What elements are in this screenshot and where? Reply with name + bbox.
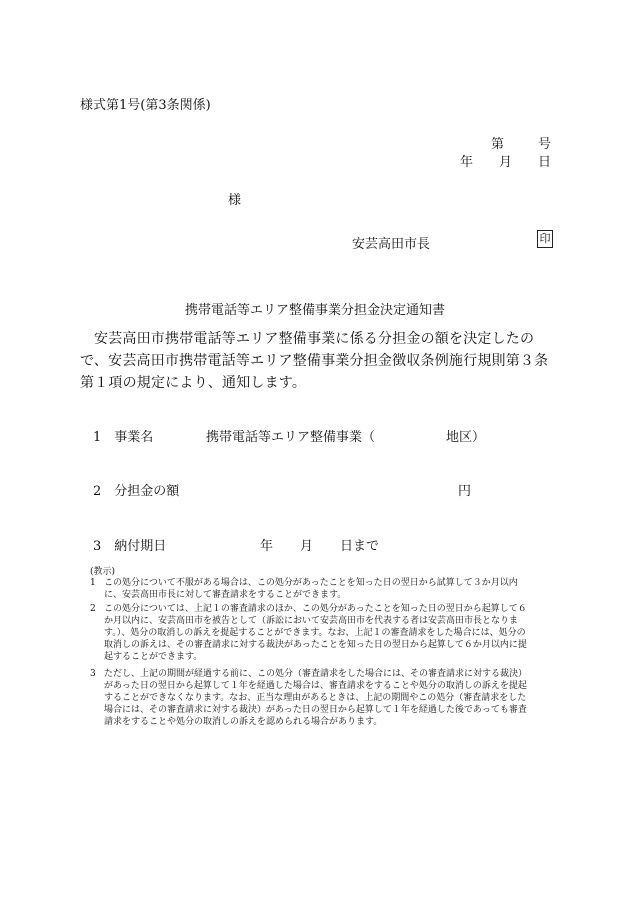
notice-item-2-text: この処分については、上記１の審査請求のほか、この処分があったことを知った日の翌日から起算して６か月以内に、安芸高田市を被告として（訴訟において安芸高田市を代表する者は安芸高田市長となります。）、処分の取消しの訴えを提起することができます。なお、上記１の審査請求をした場合には、処分の取消しの訴えは、その審査請求に対する裁決があったことを知った日の翌日から起算して６か月以内に提起することができます。: [104, 604, 527, 662]
item-project-district-suffix: 地区）: [446, 430, 486, 445]
date-day: 日: [537, 155, 551, 170]
notice-heading: (教示): [90, 567, 116, 577]
body-paragraph: 安芸高田市携帯電話等エリア整備事業に係る分担金の額を決定したので、安芸高田市携帯電話等エリア整備事業分担金徴収条例施行規則第３条第１項の規定により、通知します。: [80, 331, 549, 391]
item-due-date-year: 年: [260, 539, 274, 554]
item-due-date-month: 月: [300, 539, 314, 554]
notice-item-2: [90, 603, 530, 663]
notice-item-3-text: ただし、上記の期間が経過する前に、この処分（審査請求をした場合には、その審査請求に対する裁決）があった日の翌日から起算して１年を経過した場合は、審査請求をすることや処分の取消しの訴えを提起することができなくなります。なお、正当な理由があるときは、上記の期間やこの処分（審査請求をした場合には、その審査請求に対する裁決）があった日の翌日から起算して１年を経過した後であっても審査請求をすることや処分の取消しの訴えを認められる場合があります。: [104, 669, 528, 727]
item-amount-label: 2 分担金の額: [93, 484, 180, 499]
document-number-go: 号: [537, 137, 551, 152]
notice-item-3-number: 3: [90, 669, 96, 679]
date-month: 月: [498, 155, 512, 170]
notice-item-3: [90, 668, 530, 728]
item-due-date-day: 日まで: [340, 539, 380, 554]
item-amount-yen: 円: [458, 484, 472, 499]
item-project-name-value: 携帯電話等エリア整備事業（: [206, 430, 376, 445]
notice-item-1-number: 1: [90, 578, 96, 588]
notice-item-1: [90, 577, 530, 601]
form-number: 様式第1号(第3条関係): [80, 98, 211, 113]
date-year: 年: [459, 155, 473, 170]
item-project-name-label: 1 事業名: [93, 430, 154, 445]
seal-box: 印: [537, 230, 553, 248]
document-date: [460, 151, 551, 170]
issuer-name: 安芸高田市長: [352, 237, 431, 252]
notice-item-1-text: この処分について不服がある場合は、この処分があったことを知った日の翌日から試算して３か月以内に、安芸高田市長に対して審査請求をすることができます。: [104, 578, 518, 600]
item-due-date-label: 3 納付期日: [93, 539, 167, 554]
document-number-dai: 第: [490, 137, 504, 152]
notice-item-2-number: 2: [90, 604, 96, 614]
addressee-suffix: 様: [228, 193, 242, 208]
document-title: 携帯電話等エリア整備事業分担金決定通知書: [184, 303, 445, 318]
document-number: [491, 133, 551, 152]
